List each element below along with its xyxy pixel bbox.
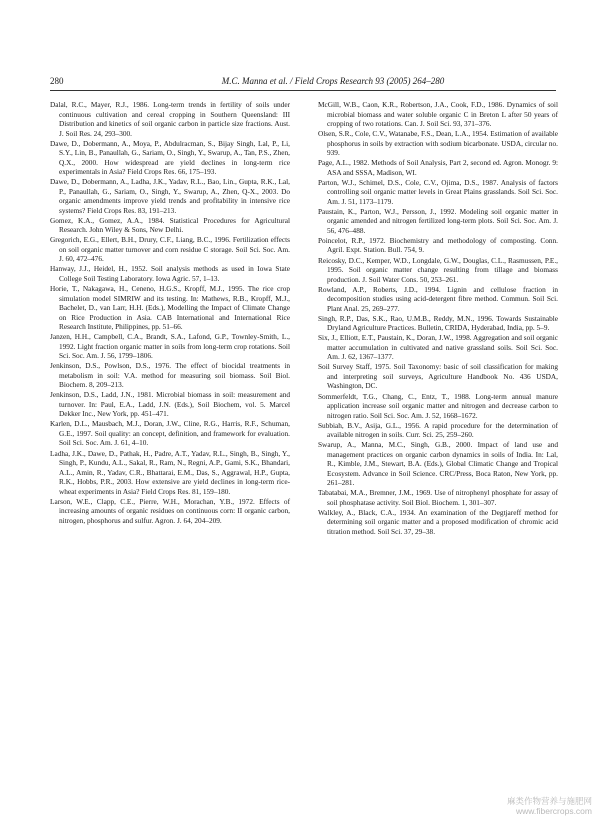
references-left-column	[50, 100, 290, 526]
reference-entry: Reicosky, D.C., Kemper, W.D., Longdale, G.W., Douglas, C.L., Rasmussen, P.E., 1995. Soil organic matter change resulting from tillage and biomass production. J. Soil Water Cons. 50, 253–261.	[318, 255, 558, 284]
reference-entry: Karlen, D.L., Mausbach, M.J., Doran, J.W., Cline, R.G., Harris, R.F., Schuman, G.E., 1997. Soil quality: an concept, definition, and framework for evaluation. Soil Sci. Soc. Am. J. 61, 4–10.	[50, 419, 290, 448]
reference-entry: Swarup, A., Manna, M.C., Singh, G.B., 2000. Impact of land use and management practices on organic carbon dynamics in soils of India. In: Lal, R., Kimble, J.M., Stewart, B.A. (Eds.), Global Climatic Change and Tropical Ecosystem. Advance in Soil Science. CRC/Press, Boca Raton, New York, pp. 261–281.	[318, 440, 558, 488]
reference-entry: Horie, T., Nakagawa, H., Ceneno, H.G.S., Kropff, M.J., 1995. The rice crop simulation model SIMRIW and its testing. In: Mathews, R.B., Kropff, M.J., Bachelet, D., van Larr, H.H. (Eds.), Modelling the Impact of Climate Change on Rice Production in Asia. CAB International and International Rice Research Institute, Philippines, pp. 51–66.	[50, 284, 290, 332]
reference-entry: Rowland, A.P., Roberts, J.D., 1994. Lignin and cellulose fraction in decomposition studies using acid-detergent fibre method. Commun. Soil Sci. Plant Anal. 25, 269–277.	[318, 284, 558, 313]
reference-entry: Paustain, K., Parton, W.J., Persson, J., 1992. Modeling soil organic matter in organic amended and nitrogen fertilized long-term plots. Soil Sci. Soc. Am. J. 56, 476–488.	[318, 206, 558, 235]
reference-entry: Dawe, D., Dobermann, A., Moya, P., Abdulracman, S., Bijay Singh, Lal, P., Li, S.Y., Lin, B., Panaullah, G., Sariam, O., Singh, Y., Swarup, A., Tan, P.S., Zhen, Q.X., 2000. How widespread are yield declines in long-term rice experimentals in Asia? Field Crops Res. 66, 175–193.	[50, 138, 290, 177]
reference-entry: Larson, W.E., Clapp, C.E., Pierre, W.H., Morachan, Y.B., 1972. Effects of increasing amounts of organic residues on continuous corn: II organic carbon, nitrogen, phosphorus and sulfur. Agron. J. 64, 204–209.	[50, 496, 290, 525]
reference-entry: Page, A.L., 1982. Methods of Soil Analysis, Part 2, second ed. Agron. Monogr. 9: ASA and SSSA, Madison, WI.	[318, 158, 558, 177]
header-rule	[50, 90, 556, 91]
reference-entry: Parton, W.J., Schimel, D.S., Cole, C.V., Ojima, D.S., 1987. Analysis of factors controlling soil organic matter levels in Great Plains grasslands. Soil Sci. Soc. Am. J. 51, 1173–1179.	[318, 177, 558, 206]
reference-entry: Soil Survey Staff, 1975. Soil Taxonomy: basic of soil classification for making and interpreting soil surveys, Agriculture Handbook No. 436 USDA, Washington, DC.	[318, 362, 558, 391]
reference-entry: Janzen, H.H., Campbell, C.A., Brandt, S.A., Lafond, G.P., Townley-Smith, L., 1992. Light fraction organic matter in soils from long-term crop rotations. Soil Sci. Soc. Am. J. 56, 1799–1806.	[50, 332, 290, 361]
reference-entry: Singh, R.P., Das, S.K., Rao, U.M.B., Reddy, M.N., 1996. Towards Sustainable Dryland Agriculture Practices. Bulletin, CRIDA, Hyderabad, India, pp. 5–9.	[318, 313, 558, 333]
reference-entry: Walkley, A., Black, C.A., 1934. An examination of the Degtjareff method for determining soil organic matter and a proposed modification of chromic acid titration method. Soil Sci. 37, 29–38.	[318, 507, 558, 536]
references-right-column	[318, 100, 558, 537]
reference-entry: Subbiah, B.V., Asija, G.L., 1956. A rapid procedure for the determination of available nitrogen in soils. Curr. Sci. 25, 259–260.	[318, 420, 558, 440]
reference-entry: Jenkinson, D.S., Ladd, J.N., 1981. Microbial biomass in soil: measurement and turnover. In: Paul, E.A., Ladd, J.N. (Eds.), Soil Biochem, vol. 5. Marcel Dekker Inc., New York, pp. 451–471.	[50, 390, 290, 419]
reference-entry: Six, J., Elliott, E.T., Paustain, K., Doran, J.W., 1998. Aggregation and soil organic matter accumulation in cultivated and native grassland soils. Soil Sci. Soc. Am. J. 62, 1367–1377.	[318, 333, 558, 362]
reference-entry: Olsen, S.R., Cole, C.V., Watanabe, F.S., Dean, L.A., 1954. Estimation of available phosphorus in soils by extraction with sodium bicarbonate. USDA, circular no. 939.	[318, 129, 558, 158]
reference-entry: Poincelot, R.P., 1972. Biochemistry and methodology of composting. Conn. Agril. Expt. Station. Bull. 754, 9.	[318, 235, 558, 255]
reference-entry: Dawe, D., Dobermann, A., Ladha, J.K., Yadav, R.L., Bao, Lin., Gupta, R.K., Lal, P., Panaullah, G., Sariam, O., Singh, Y., Swarup, A., Zhen, Q-X., 2003. Do organic amendments improve yield trends and profitability in intensive rice systems? Field Crops Res. 83, 191–213.	[50, 177, 290, 215]
reference-entry: McGill, W.B., Caon, K.R., Robertson, J.A., Cook, F.D., 1986. Dynamics of soil microbial biomass and water soluble organic C in Breton L after 50 years of cropping of two rotations. Can. J. Soil Sci. 93, 371–376.	[318, 100, 558, 128]
reference-entry: Hanway, J.J., Heidel, H., 1952. Soil analysis methods as used in Iowa State College Soil Testing Laboratory. Iowa Agric. 57, 1–13.	[50, 264, 290, 283]
watermark-line-2: www.fibercrops.com	[515, 806, 592, 816]
reference-entry: Ladha, J.K., Dawe, D., Pathak, H., Padre, A.T., Yadav, R.L., Singh, B., Singh, Y., Singh, P., Kundu, A.L., Sakal, R., Ram, N., Regni, A.P., Gami, S.K., Bhandari, A.L., Amin, R., Yadav, C.R., Bhattarai, E.M., Das, S., Aggrawal, H.P., Gupta, R.K., Hobbs, P.R., 2003. How extensive are yield declines in long-term rice-wheat experiments in Asia? Field Crops Res. 81, 159–180.	[50, 448, 290, 496]
reference-entry: Gregorich, E.G., Ellert, B.H., Drury, C.F., Liang, B.C., 1996. Fertilization effects on soil organic matter turnover and corn residue C storage. Soil Sci. Soc. Am. J. 60, 472–476.	[50, 235, 290, 264]
watermark	[507, 796, 592, 816]
running-header: M.C. Manna et al. / Field Crops Research 93 (2005) 264–280	[221, 76, 445, 86]
reference-entry: Gomez, K.A., Gomez, A.A., 1984. Statistical Procedures for Agricultural Research. John Wiley & Sons, New Delhi.	[50, 215, 290, 235]
page-number: 280	[50, 76, 64, 86]
watermark-line-1: 麻类作物营养与施肥网	[506, 796, 592, 806]
reference-entry: Jenkinson, D.S., Powlson, D.S., 1976. The effect of biocidal treatments in metabolism in soil: V.A. method for measuring soil biomass. Soil Biol. Biochem. 8, 209–213.	[50, 361, 290, 390]
reference-entry: Dalal, R.C., Mayer, R.J., 1986. Long-term trends in fertility of soils under continuous cultivation and cereal cropping in Southern Queensland: III Distribution and kinetics of soil organic carbon in particle size fractions. Aust. J. Soil Res. 24, 293–300.	[50, 100, 290, 138]
reference-entry: Tabatabai, M.A., Bremner, J.M., 1969. Use of nitrophenyl phosphate for assay of soil phosphatase activity. Soil Biol. Biochem. 1, 301–307.	[318, 488, 558, 507]
reference-entry: Sommerfeldt, T.G., Chang, C., Entz, T., 1988. Long-term annual manure application increase soil organic matter and nitrogen and decrease carbon to nitrogen ratio. Soil Sci. Soc. Am. J. 52, 1668–1672.	[318, 391, 558, 420]
